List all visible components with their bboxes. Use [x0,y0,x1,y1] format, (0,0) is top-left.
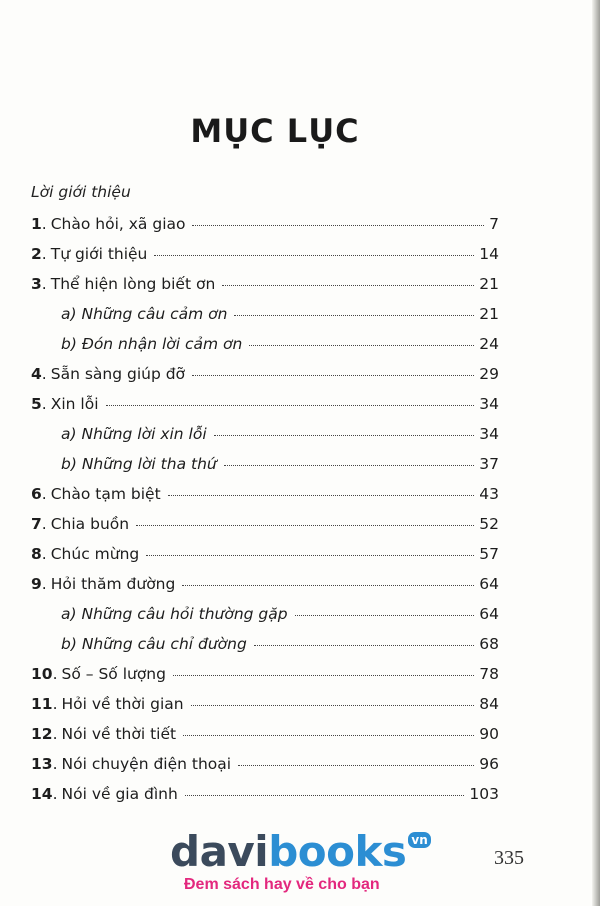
toc-subentry [31,299,499,329]
toc-entry-label: Xin lỗi [50,395,99,413]
toc-entry-separator: . [41,275,47,293]
toc-entry-number: 2 [31,245,42,263]
toc-entry-label: a) Những lời xin lỗi [61,425,207,443]
toc-entry-separator: . [41,575,47,593]
toc-entry [31,749,499,779]
toc-dot-leader [191,705,475,706]
toc-dot-leader [224,465,475,466]
toc-dot-leader [146,555,474,556]
toc-entry [31,779,499,809]
toc-dot-leader [192,225,484,226]
toc-entry-separator: . [41,365,47,383]
logo-text-books: books [268,827,407,876]
toc-entry-page: 43 [479,485,499,503]
toc-dot-leader [295,615,475,616]
page-edge-shadow [592,0,600,906]
toc-entry [31,659,499,689]
toc-entry-label: a) Những câu hỏi thường gặp [61,605,288,623]
toc-entry-page: 84 [479,695,499,713]
toc-entry-page: 64 [479,605,499,623]
toc-subentry [31,449,499,479]
toc-entry-page: 78 [479,665,499,683]
page-number: 335 [494,847,524,869]
toc-entry-separator: . [41,515,47,533]
toc-entry-separator: . [41,485,47,503]
toc-entry [31,209,499,239]
toc-entry-separator: . [41,245,47,263]
toc-dot-leader [214,435,475,436]
toc-entry-label: Chào hỏi, xã giao [50,215,186,233]
toc-entry [31,359,499,389]
toc-dot-leader [238,765,474,766]
toc-dot-leader [168,495,475,496]
toc-dot-leader [185,795,465,796]
watermark-tagline: Đem sách hay về cho bạn [184,876,380,893]
toc-entry-label: b) Những lời tha thứ [61,455,217,473]
toc-entry-number: 10 [31,665,53,683]
toc-subentry [31,599,499,629]
toc-entry-page: 14 [479,245,499,263]
toc-dot-leader [106,405,475,406]
toc-entry-label: Số – Số lượng [61,665,166,683]
toc-entry-separator: . [52,695,58,713]
toc-entry-number: 14 [31,785,53,803]
toc-entry [31,539,499,569]
toc-dot-leader [254,645,474,646]
toc-entry-label: b) Những câu chỉ đường [61,635,247,653]
logo-text-davi: davi [170,827,269,876]
toc-entry-number: 8 [31,545,42,563]
toc-dot-leader [222,285,474,286]
toc-entry-separator: . [52,785,58,803]
toc-dot-leader [136,525,474,526]
toc-entry-separator: . [41,545,47,563]
toc-entry-page: 34 [479,425,499,443]
toc-entry-label: Hỏi về thời gian [61,695,184,713]
toc-entry [31,479,499,509]
toc-entry-number: 5 [31,395,42,413]
toc-entry-number: 12 [31,725,53,743]
toc-entry-page: 64 [479,575,499,593]
toc-entry-label: Sẵn sàng giúp đỡ [50,365,186,383]
toc-subentry [31,329,499,359]
toc-entry-page: 37 [479,455,499,473]
toc-entry-page: 68 [479,635,499,653]
toc-entry [31,719,499,749]
toc-entry-page: 52 [479,515,499,533]
toc-entry-label: Tự giới thiệu [50,245,148,263]
toc-entry-number: 1 [31,215,42,233]
toc-entry-label: Hỏi thăm đường [50,575,176,593]
toc-entry-label: Thể hiện lòng biết ơn [50,275,216,293]
toc-dot-leader [249,345,474,346]
toc-entry-separator: . [52,725,58,743]
toc-entry-label: b) Đón nhận lời cảm ơn [61,335,243,353]
toc-entry-page: 24 [479,335,499,353]
toc-entry-page: 57 [479,545,499,563]
toc-subentry [31,629,499,659]
toc-entry-separator: . [52,755,58,773]
toc-dot-leader [192,375,474,376]
toc-entry-label: Chúc mừng [50,545,140,563]
toc-dot-leader [154,255,474,256]
toc-entry-page: 96 [479,755,499,773]
toc-entry-number: 6 [31,485,42,503]
toc-entry-label: a) Những câu cảm ơn [61,305,228,323]
toc-entry-page: 7 [489,215,499,233]
toc-entry [31,269,499,299]
toc-entry [31,239,499,269]
toc-entry [31,509,499,539]
toc-dot-leader [173,675,474,676]
toc-entry-page: 29 [479,365,499,383]
toc-entry-separator: . [41,395,47,413]
toc-entry-separator: . [52,665,58,683]
toc-entry-label: Nói về gia đình [61,785,178,803]
toc-entry-label: Chào tạm biệt [50,485,161,503]
toc-entry-page: 90 [479,725,499,743]
toc-entry-label: Nói chuyện điện thoại [61,755,232,773]
toc-entry-number: 11 [31,695,53,713]
toc-entry-number: 4 [31,365,42,383]
toc-dot-leader [182,585,474,586]
logo-badge-vn: vn [408,832,430,848]
toc-entry-page: 21 [479,275,499,293]
toc-entry [31,689,499,719]
toc-dot-leader [183,735,474,736]
toc-entry-label: Nói về thời tiết [61,725,177,743]
toc-intro: Lời giới thiệu [31,183,131,201]
toc-entry-separator: . [41,215,47,233]
toc-entry [31,389,499,419]
table-of-contents [31,209,499,809]
toc-entry-label: Chia buồn [50,515,130,533]
toc-entry-number: 3 [31,275,42,293]
toc-entry-number: 9 [31,575,42,593]
toc-subentry [31,419,499,449]
davibooks-logo [170,826,429,878]
toc-entry-page: 103 [469,785,499,803]
toc-dot-leader [234,315,474,316]
toc-entry-number: 13 [31,755,53,773]
toc-entry-number: 7 [31,515,42,533]
page-title: MỤC LỤC [190,112,360,150]
toc-entry-page: 21 [479,305,499,323]
toc-entry [31,569,499,599]
toc-entry-page: 34 [479,395,499,413]
